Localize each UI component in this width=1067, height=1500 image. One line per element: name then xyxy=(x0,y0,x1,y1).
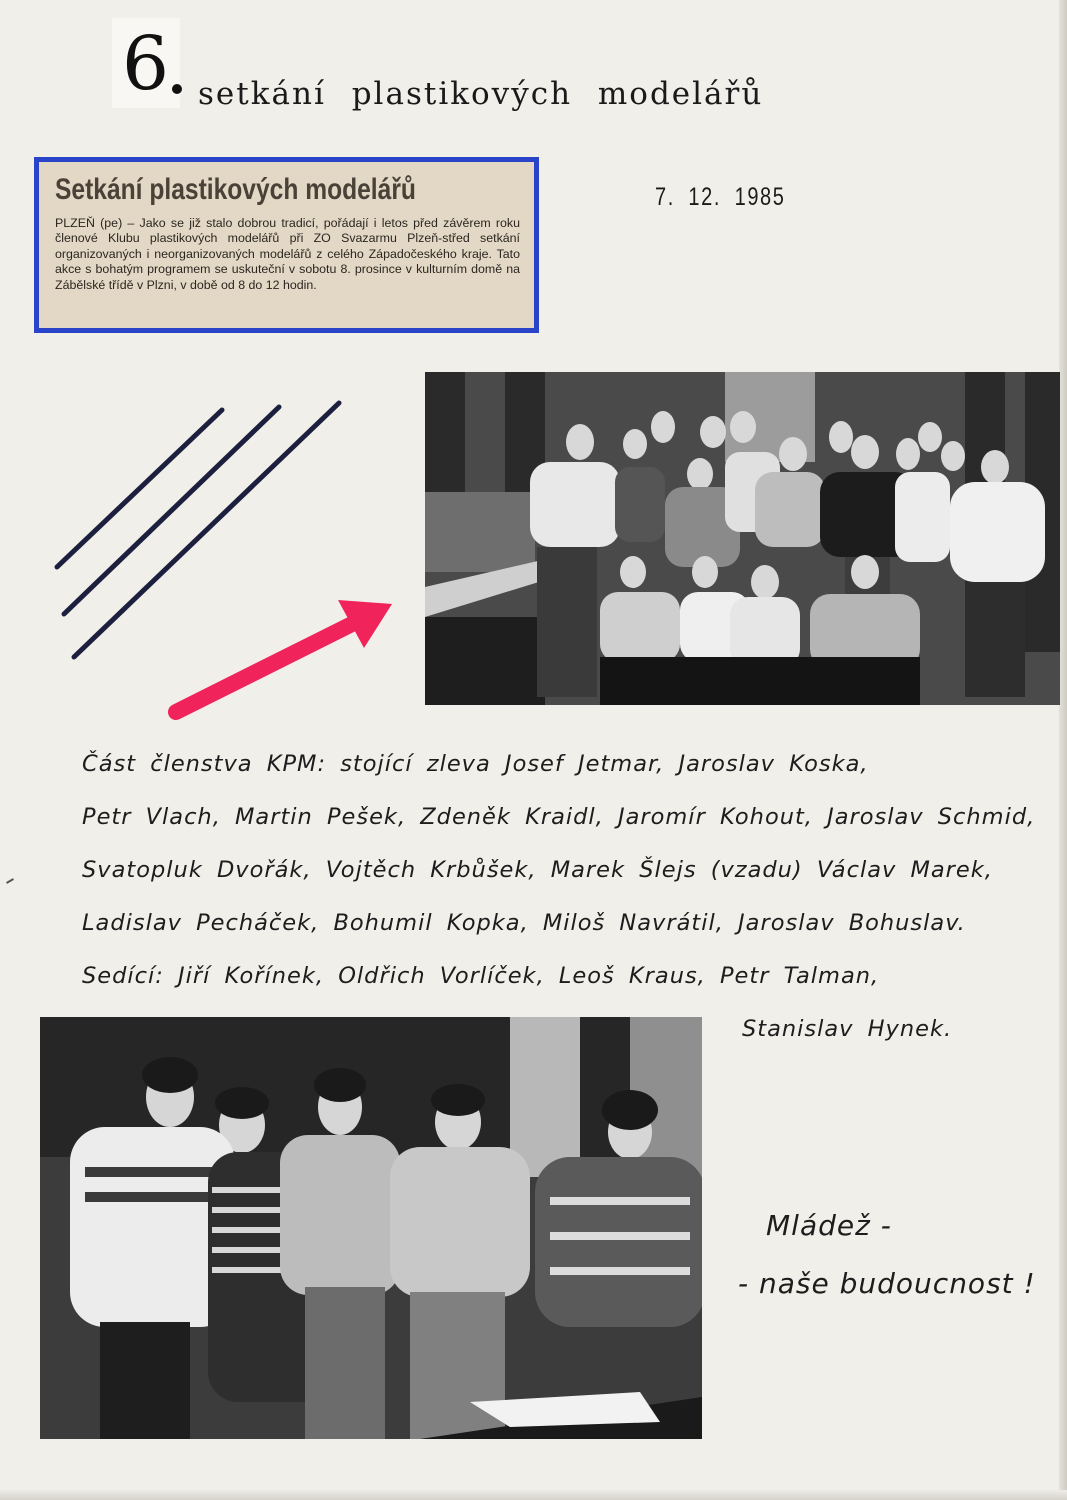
section-number: 6 xyxy=(122,21,170,107)
group-photo-caption xyxy=(82,738,1042,1056)
group-photo xyxy=(425,372,1060,705)
date-label: 7. 12. 1985 xyxy=(655,183,786,211)
youth-caption-line: - naše budoucnost ! xyxy=(738,1267,1036,1300)
caption-line: Sedící: Jiří Kořínek, Oldřich Vorlíček, Leoš Kraus, Petr Talman, xyxy=(82,963,880,989)
clipping-body: PLZEŇ (pe) – Jako se již stalo dobrou tradicí, pořádají i letos před závěrem roku členové Klubu plastikových modelářů při ZO Svazarmu Plzeň-střed setkání organizovaných i neorganizovaných modelářů z celého Západočeského kraje. Tato akce s bohatým programem se uskuteční v sobotu 8. prosince v kulturním domě na Zábělské třídě v Plzni, v době od 8 do 12 hodin. xyxy=(55,216,520,292)
caption-line: Část členstva KPM: stojící zleva Josef Jetmar, Jaroslav Koska, xyxy=(82,751,869,777)
caption-line: Ladislav Pecháček, Bohumil Kopka, Miloš Navrátil, Jaroslav Bohuslav. xyxy=(82,910,966,936)
stripe-icon xyxy=(74,403,339,657)
page-title: setkání plastikových modelářů xyxy=(198,76,764,112)
red-arrow-icon xyxy=(176,600,392,712)
youth-caption xyxy=(738,1197,1036,1313)
stripe-icon xyxy=(64,407,279,614)
youth-caption-line: Mládež - xyxy=(766,1209,892,1242)
caption-line: Petr Vlach, Martin Pešek, Zdeněk Kraidl, Jaromír Kohout, Jaroslav Schmid, xyxy=(82,804,1036,830)
youth-photo xyxy=(40,1017,702,1439)
clipping-headline: Setkání plastikových modelářů xyxy=(55,173,416,206)
caption-line: Stanislav Hynek. xyxy=(742,1016,953,1042)
caption-line: Svatopluk Dvořák, Vojtěch Krbůšek, Marek Šlejs (vzadu) Václav Marek, xyxy=(82,857,993,883)
diagonal-stripes xyxy=(57,403,339,657)
